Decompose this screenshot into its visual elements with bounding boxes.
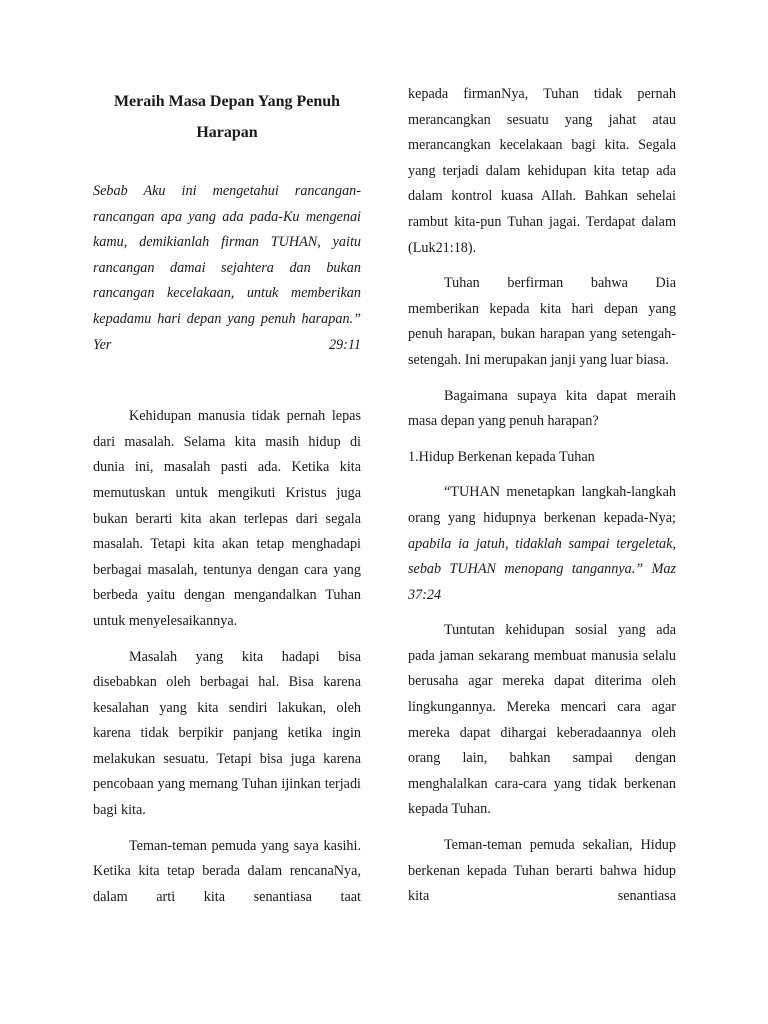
paragraph-social: Tuntutan kehidupan sosial yang ada pada jaman sekarang membuat manusia selalu berusaha agar mereka dapat diterima oleh lingkungannya. Mereka mencari cara agar mereka dapat dihargai keberadaannya oleh orang lain, bahkan sampai dengan menghalalkan cara-cara yang tidak berkenan kepada Tuhan. bbox=[408, 622, 676, 818]
paragraph-1: Kehidupan manusia tidak pernah lepas dari masalah. Selama kita masih hidup di dunia ini, masalah pasti ada. Ketika kita memutuskan untuk mengikuti Kristus juga bukan berarti kita akan terlepas dari segala masalah. Tetapi kita akan tetap menghadapi berbagai masalah, tentunya dengan cara yang berbeda yaitu dengan mengandalkan Tuhan untuk menyelesaikannya. bbox=[93, 408, 361, 629]
document-title: Meraih Masa Depan Yang Penuh Harapan bbox=[113, 93, 341, 141]
paragraph-youth: Teman-teman pemuda sekalian, Hidup berkenan kepada Tuhan berarti bahwa hidup kita senantiasa bbox=[408, 837, 676, 905]
scripture-quote-normal: “TUHAN menetapkan langkah-langkah orang yang hidupnya berkenan kepada-Nya; bbox=[408, 484, 676, 526]
epigraph-quote: Sebab Aku ini mengetahui rancangan-rancangan apa yang ada pada-Ku mengenai kamu, demikianlah firman TUHAN, yaitu rancangan damai sejahtera dan bukan rancangan kecelakaan, untuk memberikan kepadamu hari depan yang penuh harapan.” Yer 29:11 bbox=[93, 183, 361, 353]
right-column bbox=[408, 82, 676, 910]
scripture-quote bbox=[408, 480, 676, 608]
paragraph-2: Masalah yang kita hadapi bisa disebabkan oleh berbagai hal. Bisa karena kesalahan yang kita sendiri lakukan, oleh karena tidak berpikir panjang ketika ingin melakukan sesuatu. Tetapi bisa juga karena pencobaan yang memang Tuhan ijinkan terjadi bagi kita. bbox=[93, 648, 361, 819]
paragraph-question: Bagaimana supaya kita dapat meraih masa depan yang penuh harapan? bbox=[408, 387, 676, 430]
paragraph-promise: Tuhan berfirman bahwa Dia memberikan kepada kita hari depan yang penuh harapan, bukan harapan yang setengah-setengah. Ini merupakan janji yang luar biasa. bbox=[408, 275, 676, 368]
paragraph-continued: kepada firmanNya, Tuhan tidak pernah merancangkan sesuatu yang jahat atau merancangkan kecelakaan bagi kita. Segala yang terjadi dalam kehidupan kita tetap ada dalam kontrol kuasa Allah. Bahkan sehelai rambut kita-pun Tuhan jagai. Terdapat dalam (Luk21:18). bbox=[408, 86, 676, 256]
scripture-quote-italic: apabila ia jatuh, tidaklah sampai tergeletak, sebab TUHAN menopang tangannya.” Maz 37:24 bbox=[408, 535, 676, 603]
section-heading: 1.Hidup Berkenan kepada Tuhan bbox=[408, 448, 595, 465]
paragraph-3: Teman-teman pemuda yang saya kasihi. Ketika kita tetap berada dalam rencanaNya, dalam arti kita senantiasa taat bbox=[93, 837, 361, 905]
left-column bbox=[93, 82, 361, 910]
